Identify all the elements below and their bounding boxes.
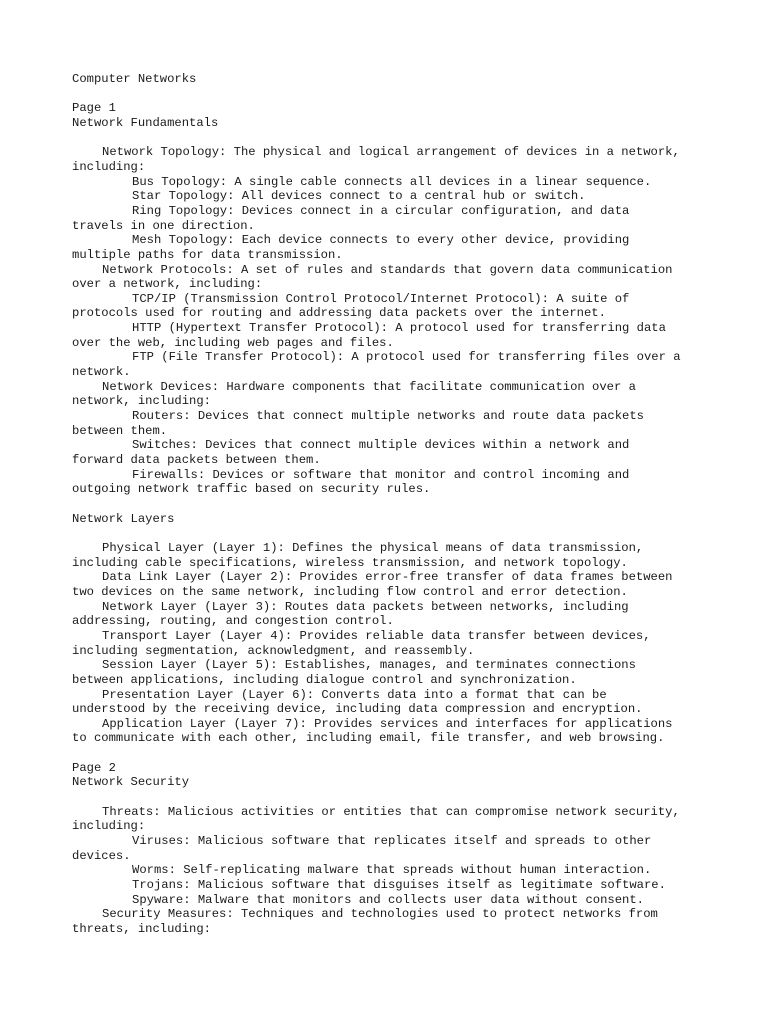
text-line: to communicate with each other, including email, file transfer, and web browsing. — [72, 731, 665, 746]
text-line: Transport Layer (Layer 4): Provides reliable data transfer between devices, — [102, 628, 651, 643]
text-line: Threats: Malicious activities or entities that can compromise network security, — [102, 804, 680, 819]
blank-line — [72, 526, 712, 541]
text-line: Network Devices: Hardware components that facilitate communication over a — [102, 379, 636, 394]
text-line: travels in one direction. — [72, 218, 255, 233]
text-line: Data Link Layer (Layer 2): Provides error-free transfer of data frames between — [102, 570, 673, 585]
text-line: Computer Networks — [72, 72, 197, 86]
text-line: between them. — [72, 423, 168, 438]
text-line: Mesh Topology: Each device connects to every other device, providing — [132, 233, 630, 248]
text-line: Worms: Self-replicating malware that spreads without human interaction. — [132, 863, 652, 878]
text-line: Page 2 — [72, 760, 116, 775]
text-line: outgoing network traffic based on security rules. — [72, 482, 431, 497]
text-line: Routers: Devices that connect multiple networks and route data packets — [132, 409, 644, 424]
text-line: Spyware: Malware that monitors and collects user data without consent. — [132, 892, 644, 907]
text-line: Trojans: Malicious software that disguises itself as legitimate software. — [132, 878, 666, 892]
text-line: two devices on the same network, including flow control and error detection. — [72, 584, 628, 599]
text-line: Page 1 — [72, 101, 116, 116]
text-line: Firewalls: Devices or software that monitor and control incoming and — [132, 467, 630, 482]
text-line: Network Security — [72, 775, 190, 790]
text-line: Session Layer (Layer 5): Establishes, manages, and terminates connections — [102, 658, 636, 673]
document-text — [72, 72, 712, 937]
text-line: including cable specifications, wireless transmission, and network topology. — [72, 555, 628, 570]
text-line: Network Protocols: A set of rules and standards that govern data communication — [102, 262, 673, 277]
text-line: Network Topology: The physical and logical arrangement of devices in a network, — [102, 145, 680, 160]
text-line: including: — [72, 819, 146, 834]
text-line: network. — [72, 365, 131, 380]
text-line: Application Layer (Layer 7): Provides services and interfaces for applications — [102, 716, 673, 731]
text-line: FTP (File Transfer Protocol): A protocol used for transferring files over a — [132, 350, 681, 365]
text-line: Network Layers — [72, 511, 175, 526]
text-line: Physical Layer (Layer 1): Defines the physical means of data transmission, — [102, 540, 644, 555]
text-line: TCP/IP (Transmission Control Protocol/Internet Protocol): A suite of — [132, 291, 630, 306]
text-line: over a network, including: — [72, 277, 263, 292]
text-line: HTTP (Hypertext Transfer Protocol): A protocol used for transferring data — [132, 321, 666, 336]
text-line: devices. — [72, 848, 131, 863]
text-line: Ring Topology: Devices connect in a circular configuration, and data — [132, 203, 630, 218]
blank-line — [72, 131, 712, 146]
text-line: addressing, routing, and congestion control. — [72, 614, 394, 629]
text-line: Switches: Devices that connect multiple devices within a network and — [132, 438, 630, 453]
text-line: over the web, including web pages and files. — [72, 335, 394, 350]
text-line: including: — [72, 159, 146, 174]
blank-line — [72, 87, 712, 102]
text-line: Network Layer (Layer 3): Routes data packets between networks, including — [102, 599, 629, 614]
text-line: between applications, including dialogue control and synchronization. — [72, 672, 577, 687]
text-line: Network Fundamentals — [72, 115, 219, 130]
text-line: Presentation Layer (Layer 6): Converts data into a format that can be — [102, 687, 607, 702]
text-line: threats, including: — [72, 921, 211, 936]
text-line: Bus Topology: A single cable connects all devices in a linear sequence. — [132, 174, 652, 189]
text-line: multiple paths for data transmission. — [72, 247, 343, 262]
blank-line — [72, 790, 712, 805]
text-line: forward data packets between them. — [72, 453, 321, 468]
text-line: including segmentation, acknowledgment, and reassembly. — [72, 643, 475, 658]
text-line: understood by the receiving device, including data compression and encryption. — [72, 702, 643, 717]
text-line: Viruses: Malicious software that replicates itself and spreads to other — [132, 834, 652, 849]
blank-line — [72, 746, 712, 761]
text-line: network, including: — [72, 394, 211, 409]
text-line: protocols used for routing and addressing data packets over the internet. — [72, 306, 606, 321]
text-line: Star Topology: All devices connect to a central hub or switch. — [132, 189, 586, 204]
text-line: Security Measures: Techniques and technologies used to protect networks from — [102, 907, 658, 922]
blank-line — [72, 497, 712, 512]
